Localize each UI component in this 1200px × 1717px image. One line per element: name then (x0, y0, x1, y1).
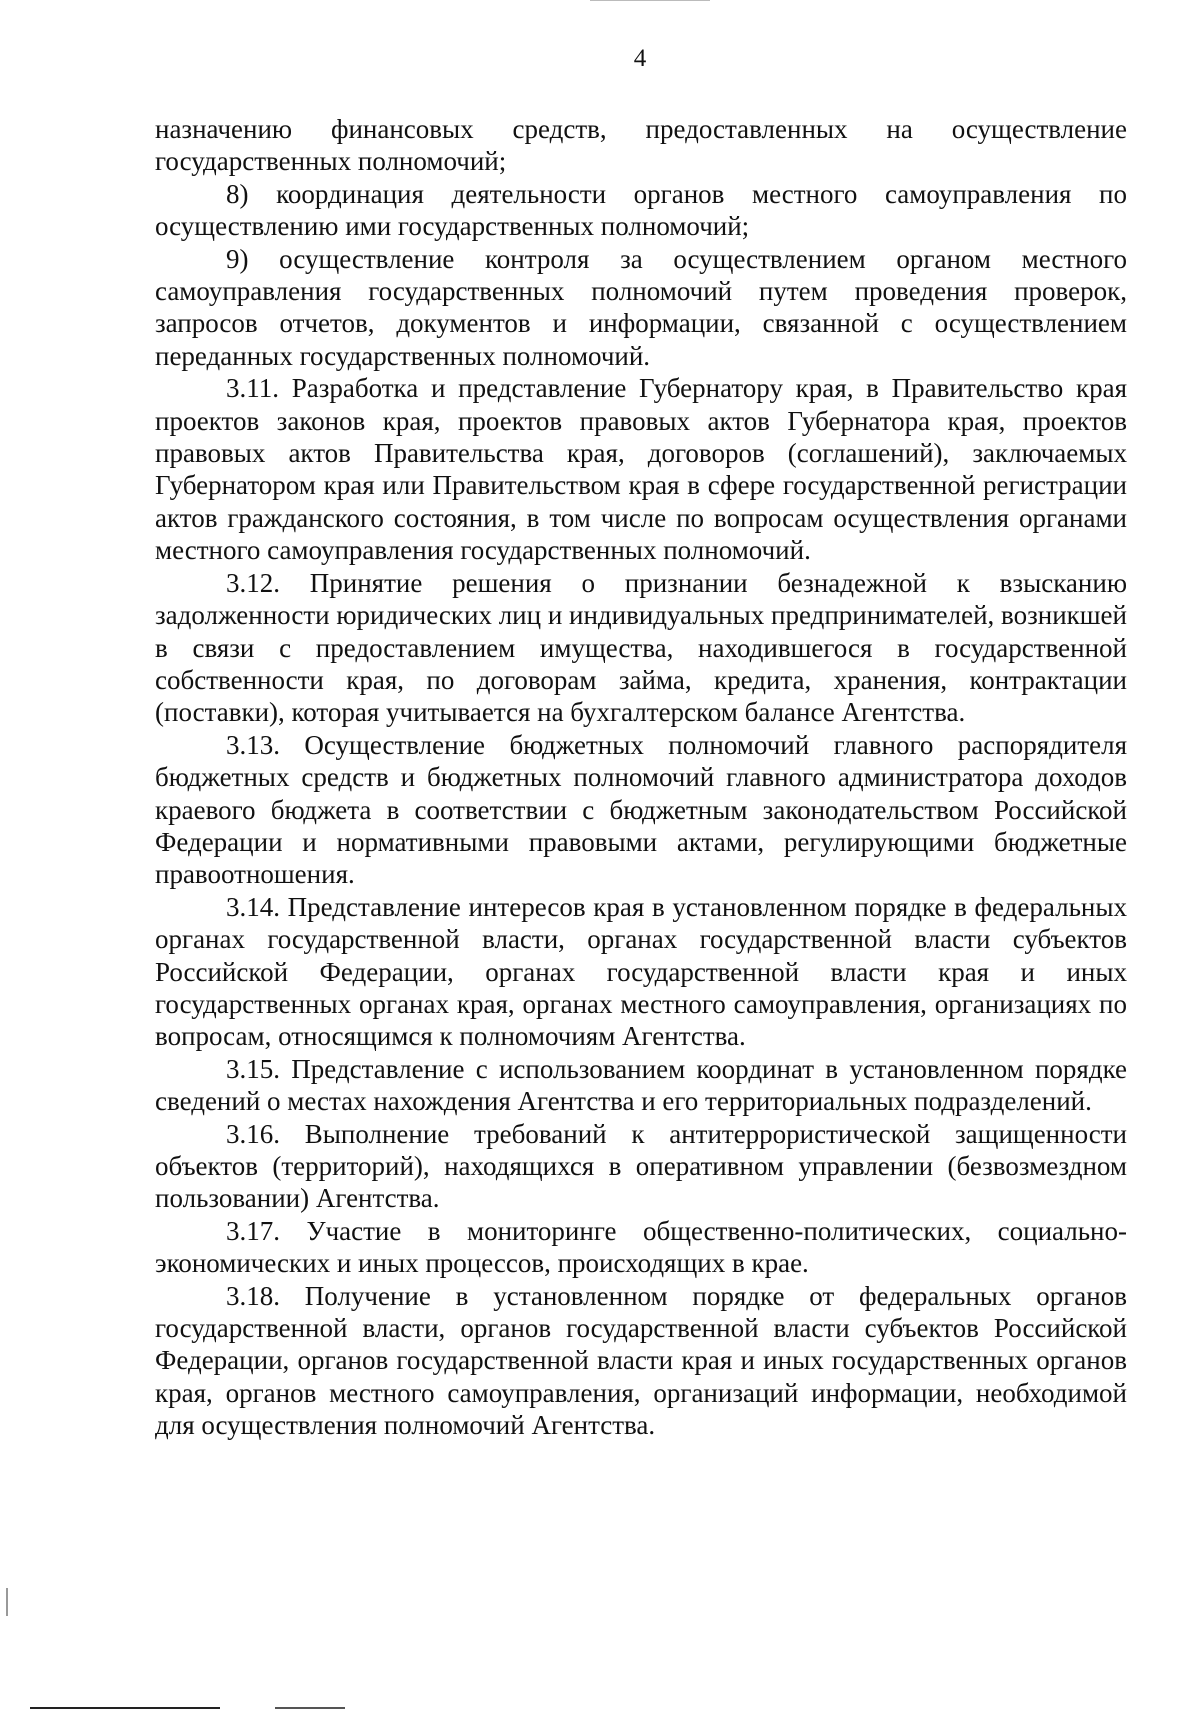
document-body (155, 113, 1127, 1442)
page-number: 4 (633, 45, 647, 72)
paragraph-item-8: 8) координация деятельности органов местного самоуправления по осуществлению ими государственных полномочий; (155, 178, 1127, 242)
scan-artifact-bottom-short (275, 1707, 345, 1709)
paragraph-3-16: 3.16. Выполнение требований к антитеррористической защищенности объектов (территорий), находящихся в оперативном управлении (безвозмездном пользовании) Агентства. (155, 1118, 1127, 1214)
paragraph-3-14: 3.14. Представление интересов края в установленном порядке в федеральных органах государственной власти, органах государственной власти субъектов Российской Федерации, органах государственной власти края и иных государственных органах края, органах местного самоуправления, организациях по вопросам, относящимся к полномочиям Агентства. (155, 891, 1127, 1052)
paragraph-item-9: 9) осуществление контроля за осуществлением органом местного самоуправления государственных полномочий путем проведения проверок, запросов отчетов, документов и информации, связанной с осуществлением переданных государственных полномочий. (155, 243, 1127, 371)
paragraph-3-13: 3.13. Осуществление бюджетных полномочий главного распорядителя бюджетных средств и бюджетных полномочий главного администратора доходов краевого бюджета в соответствии с бюджетным законодательством Российской Федерации и нормативными правовыми актами, регулирующими бюджетные правоотношения. (155, 729, 1127, 890)
scan-artifact-bottom (30, 1707, 220, 1709)
paragraph-3-11: 3.11. Разработка и представление Губернатору края, в Правительство края проектов законов края, проектов правовых актов Губернатора края, проектов правовых актов Правительства края, договоров (соглашений), заключаемых Губернатором края или Правительством края в сфере государственной регистрации актов гражданского состояния, в том числе по вопросам осуществления органами местного самоуправления государственных полномочий. (155, 373, 1127, 566)
scan-artifact-left (6, 1588, 8, 1616)
scan-artifact-top (590, 0, 710, 1)
paragraph-3-15: 3.15. Представление с использованием координат в установленном порядке сведений о местах нахождения Агентства и его территориальных подразделений. (155, 1053, 1127, 1117)
paragraph-3-18: 3.18. Получение в установленном порядке от федеральных органов государственной власти, органов государственной власти субъектов Российской Федерации, органов государственной власти края и иных государственных органов края, органов местного самоуправления, организаций информации, необходимой для осуществления полномочий Агентства. (155, 1280, 1127, 1441)
paragraph-3-17: 3.17. Участие в мониторинге общественно-политических, социально-экономических и иных процессов, происходящих в крае. (155, 1215, 1127, 1279)
paragraph-continuation: назначению финансовых средств, предоставленных на осуществление государственных полномочий; (155, 114, 1127, 177)
paragraph-3-12: 3.12. Принятие решения о признании безнадежной к взысканию задолженности юридических лиц и индивидуальных предпринимателей, возникшей в связи с предоставлением имущества, находившегося в государственной собственности края, по договорам займа, кредита, хранения, контрактации (поставки), которая учитывается на бухгалтерском балансе Агентства. (155, 567, 1127, 728)
